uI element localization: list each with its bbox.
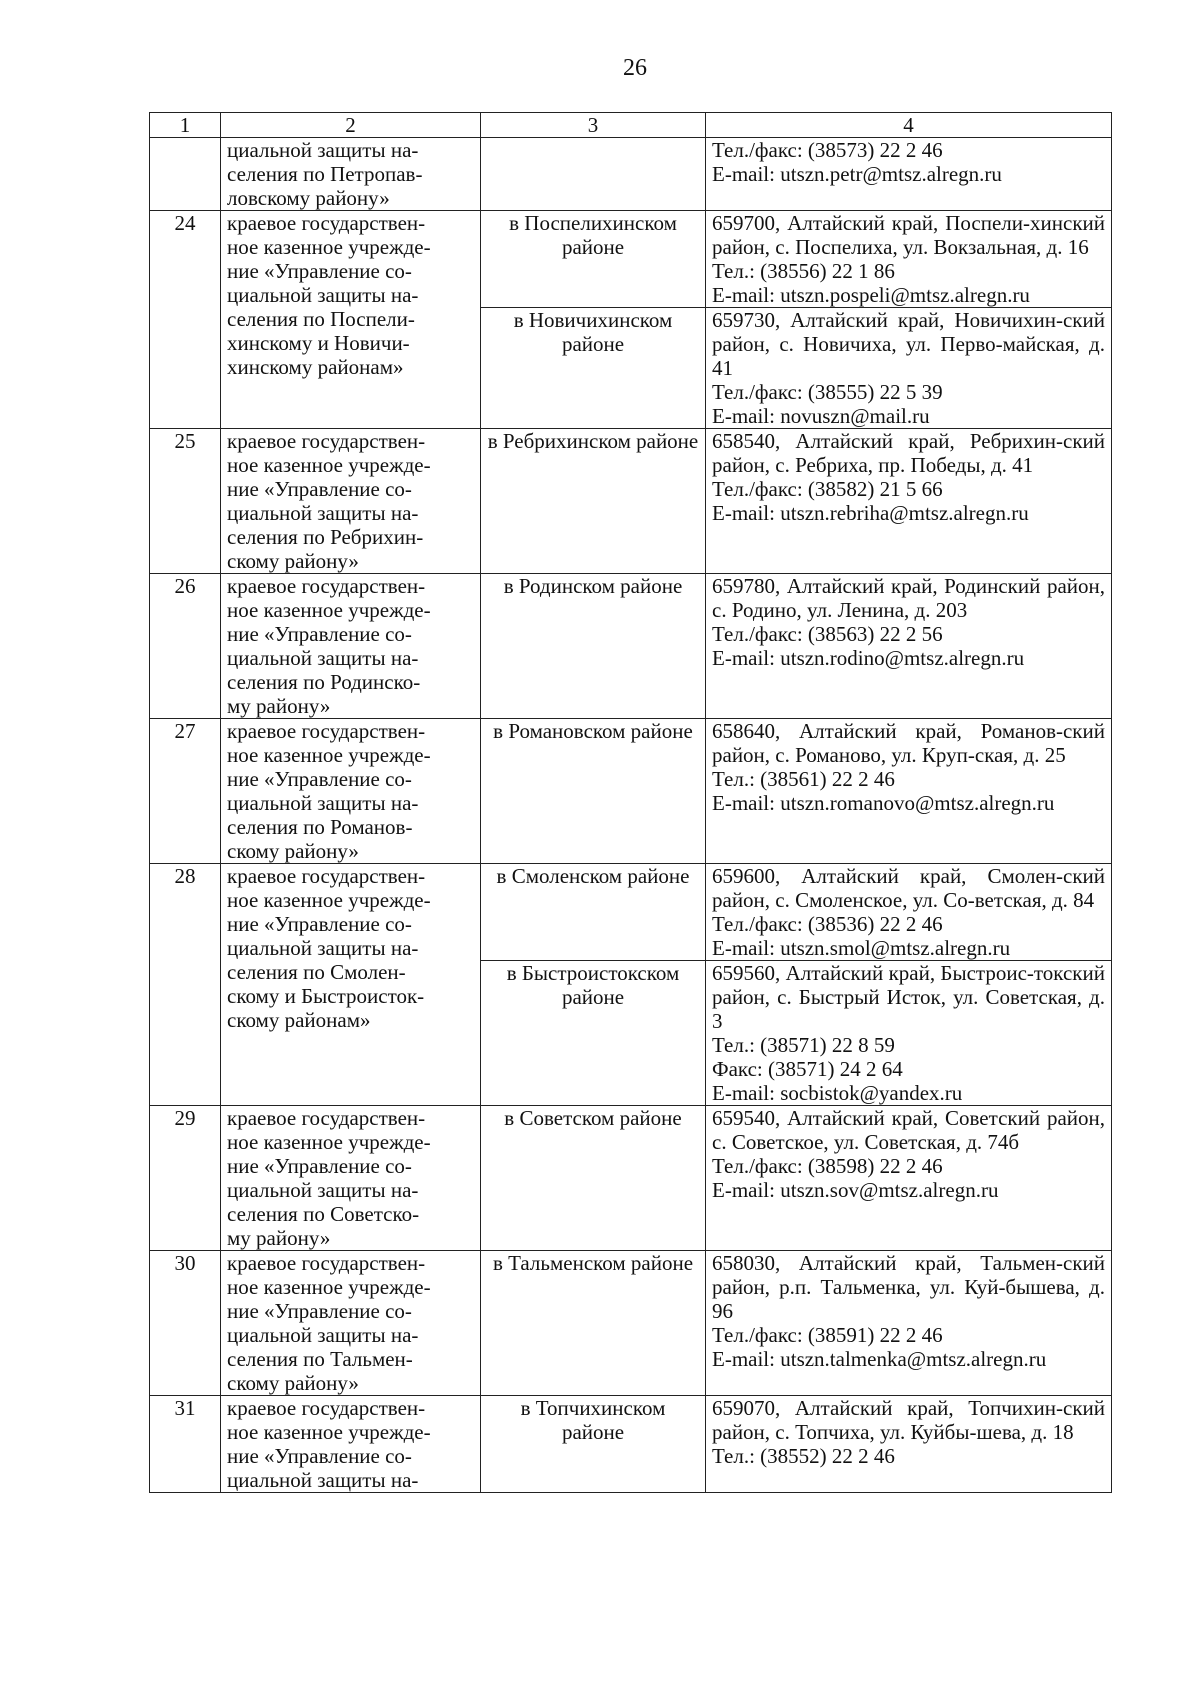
- district-name: в Родинском районе: [481, 574, 706, 719]
- institution-name: краевое государствен- ное казенное учрежде- ние «Управление со- циальной защиты на- селения по Советско- му району»: [221, 1106, 481, 1251]
- institutions-table: [149, 112, 1112, 1493]
- column-header: 3: [481, 113, 706, 138]
- contact-line: E-mail: utszn.talmenka@mtsz.alregn.ru: [712, 1347, 1047, 1371]
- table-header-row: [150, 113, 1112, 138]
- row-number: 31: [150, 1396, 221, 1493]
- contact-details: [706, 1106, 1112, 1251]
- row-number: 29: [150, 1106, 221, 1251]
- postal-address: 659730, Алтайский край, Новичихин-ский район, с. Новичиха, ул. Перво-майская, д. 41: [712, 308, 1105, 380]
- institution-name: циальной защиты на- селения по Петропав- ловскому району»: [221, 138, 481, 211]
- postal-address: 659560, Алтайский край, Быстроис-токский район, с. Быстрый Исток, ул. Советская, д. 3: [712, 961, 1105, 1033]
- row-number: 28: [150, 864, 221, 1106]
- institution-name: краевое государствен- ное казенное учрежде- ние «Управление со- циальной защиты на-: [221, 1396, 481, 1493]
- contact-details: [706, 719, 1112, 864]
- contact-details: [706, 961, 1112, 1106]
- contact-details: [706, 1251, 1112, 1396]
- row-number: 24: [150, 211, 221, 429]
- contact-line: E-mail: utszn.pospeli@mtsz.alregn.ru: [712, 283, 1030, 307]
- contact-line: Тел./факс: (38555) 22 5 39: [712, 380, 943, 404]
- contact-details: [706, 138, 1112, 211]
- district-name: в Новичихинском районе: [481, 308, 706, 429]
- institution-name: краевое государствен- ное казенное учрежде- ние «Управление со- циальной защиты на- селения по Родинско- му району»: [221, 574, 481, 719]
- table-body: [150, 138, 1112, 1493]
- contact-line: Тел.: (38561) 22 2 46: [712, 767, 895, 791]
- row-number: [150, 138, 221, 211]
- postal-address: 659780, Алтайский край, Родинский район, с. Родино, ул. Ленина, д. 203: [712, 574, 1105, 622]
- contact-details: [706, 211, 1112, 308]
- institution-name: краевое государствен- ное казенное учрежде- ние «Управление со- циальной защиты на- селения по Тальмен- скому району»: [221, 1251, 481, 1396]
- row-number: 26: [150, 574, 221, 719]
- district-name: [481, 138, 706, 211]
- contact-line: Тел./факс: (38582) 21 5 66: [712, 477, 943, 501]
- column-header: 4: [706, 113, 1112, 138]
- contact-details: [706, 308, 1112, 429]
- contact-line: Тел./факс: (38536) 22 2 46: [712, 912, 943, 936]
- table-row: [150, 574, 1112, 719]
- contact-line: E-mail: utszn.rebriha@mtsz.alregn.ru: [712, 501, 1029, 525]
- table-row: [150, 429, 1112, 574]
- contact-line: Тел./факс: (38598) 22 2 46: [712, 1154, 943, 1178]
- district-name: в Топчихинском районе: [481, 1396, 706, 1493]
- table-row: [150, 1396, 1112, 1493]
- contact-line: E-mail: socbistok@yandex.ru: [712, 1081, 963, 1105]
- contact-line: Тел./факс: (38563) 22 2 56: [712, 622, 943, 646]
- contact-details: [706, 574, 1112, 719]
- postal-address: 659070, Алтайский край, Топчихин-ский район, с. Топчиха, ул. Куйбы-шева, д. 18: [712, 1396, 1105, 1444]
- institution-name: краевое государствен- ное казенное учрежде- ние «Управление со- циальной защиты на- селения по Поспели- хинскому и Новичи- хинскому районам»: [221, 211, 481, 429]
- page-number: 26: [623, 55, 647, 81]
- district-name: в Романовском районе: [481, 719, 706, 864]
- row-number: 27: [150, 719, 221, 864]
- column-header: 2: [221, 113, 481, 138]
- district-name: в Поспелихинском районе: [481, 211, 706, 308]
- row-number: 25: [150, 429, 221, 574]
- contact-line: E-mail: utszn.sov@mtsz.alregn.ru: [712, 1178, 999, 1202]
- postal-address: 658030, Алтайский край, Тальмен-ский район, р.п. Тальменка, ул. Куй-бышева, д. 96: [712, 1251, 1105, 1323]
- row-number: 30: [150, 1251, 221, 1396]
- postal-address: 659600, Алтайский край, Смолен-ский район, с. Смоленское, ул. Со-ветская, д. 84: [712, 864, 1105, 912]
- postal-address: 658640, Алтайский край, Романов-ский район, с. Романово, ул. Круп-ская, д. 25: [712, 719, 1105, 767]
- postal-address: Тел./факс: (38573) 22 2 46: [712, 138, 943, 162]
- table-row: [150, 1106, 1112, 1251]
- contact-line: E-mail: utszn.romanovo@mtsz.alregn.ru: [712, 791, 1055, 815]
- table-row: [150, 864, 1112, 961]
- contact-line: E-mail: novuszn@mail.ru: [712, 404, 930, 428]
- contact-details: [706, 1396, 1112, 1493]
- postal-address: 659540, Алтайский край, Советский район, с. Советское, ул. Советская, д. 74б: [712, 1106, 1105, 1154]
- institution-name: краевое государствен- ное казенное учрежде- ние «Управление со- циальной защиты на- селения по Смолен- скому и Быстроисток- скому районам»: [221, 864, 481, 1106]
- contact-line: Тел.: (38552) 22 2 46: [712, 1444, 895, 1468]
- contact-line: E-mail: utszn.smol@mtsz.alregn.ru: [712, 936, 1011, 960]
- postal-address: 659700, Алтайский край, Поспели-хинский район, с. Поспелиха, ул. Вокзальная, д. 16: [712, 211, 1105, 259]
- table-row: [150, 1251, 1112, 1396]
- table-row: [150, 719, 1112, 864]
- institution-name: краевое государствен- ное казенное учрежде- ние «Управление со- циальной защиты на- селения по Романов- скому району»: [221, 719, 481, 864]
- contact-details: [706, 429, 1112, 574]
- contact-line: E-mail: utszn.petr@mtsz.alregn.ru: [712, 162, 1002, 186]
- contact-line: Тел.: (38571) 22 8 59: [712, 1033, 895, 1057]
- district-name: в Быстроистокском районе: [481, 961, 706, 1106]
- column-header: 1: [150, 113, 221, 138]
- district-name: в Советском районе: [481, 1106, 706, 1251]
- table-row: [150, 211, 1112, 308]
- contact-line: Тел./факс: (38591) 22 2 46: [712, 1323, 943, 1347]
- postal-address: 658540, Алтайский край, Ребрихин-ский район, с. Ребриха, пр. Победы, д. 41: [712, 429, 1105, 477]
- table-row: [150, 138, 1112, 211]
- district-name: в Ребрихинском районе: [481, 429, 706, 574]
- district-name: в Тальменском районе: [481, 1251, 706, 1396]
- institution-name: краевое государствен- ное казенное учрежде- ние «Управление со- циальной защиты на- селения по Ребрихин- скому району»: [221, 429, 481, 574]
- contact-line: E-mail: utszn.rodino@mtsz.alregn.ru: [712, 646, 1025, 670]
- contact-line: Факс: (38571) 24 2 64: [712, 1057, 903, 1081]
- district-name: в Смоленском районе: [481, 864, 706, 961]
- contact-line: Тел.: (38556) 22 1 86: [712, 259, 895, 283]
- contact-details: [706, 864, 1112, 961]
